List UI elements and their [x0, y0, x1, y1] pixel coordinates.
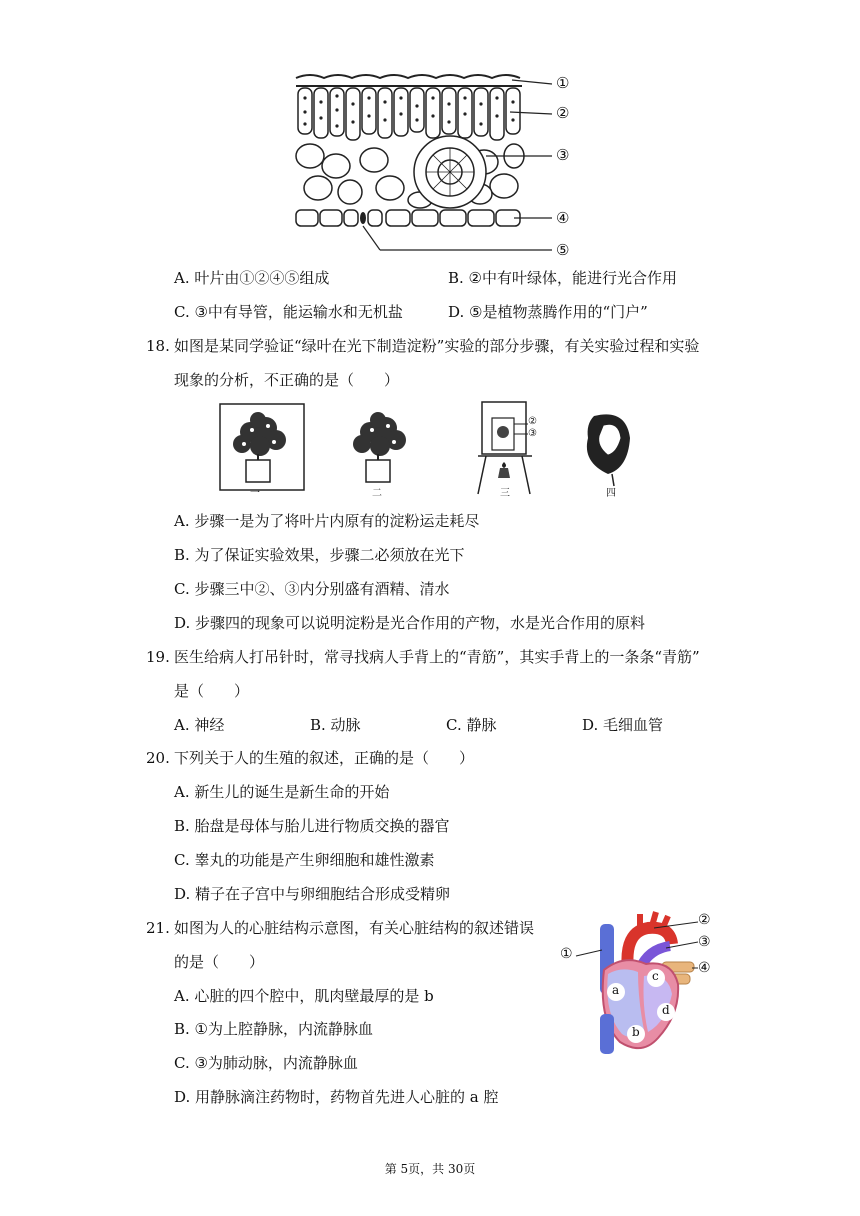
beaker-label-3: ③	[528, 428, 537, 439]
q18-number: 18.	[146, 337, 170, 355]
q18-stem-line1: 如图是某同学验证“绿叶在光下制造淀粉”实验的部分步骤，有关实验过程和实验	[174, 337, 700, 355]
q21-option-b[interactable]: B. ①为上腔静脉，内流静脉血	[174, 1020, 374, 1038]
heart-label-2: ②	[698, 912, 711, 928]
heart-structure-figure	[558, 910, 718, 1060]
q21-option-a[interactable]: A. 心脏的四个腔中，肌肉壁最厚的是 b	[174, 987, 434, 1005]
step-label-4: 四	[606, 488, 616, 499]
chamber-label-c: c	[652, 969, 659, 983]
q21-number: 21.	[146, 919, 170, 937]
heart-label-1: ①	[560, 946, 573, 962]
leaf-cross-section-figure	[290, 68, 580, 264]
chamber-label-d: d	[662, 1003, 670, 1017]
page-footer: 第 5页，共 30页	[384, 1162, 476, 1176]
q20-stem-line1: 下列关于人的生殖的叙述，正确的是（ ）	[174, 749, 475, 767]
step-label-3: 三	[500, 488, 510, 499]
q20-option-d[interactable]: D. 精子在子宫中与卵细胞结合形成受精卵	[174, 885, 451, 903]
step-label-2: 二	[372, 488, 382, 499]
q20-option-c[interactable]: C. 睾丸的功能是产生卵细胞和雄性激素	[174, 851, 435, 869]
q19-option-d[interactable]: D. 毛细血管	[582, 716, 664, 734]
q17-option-a[interactable]: A. 叶片由①②④⑤组成	[174, 269, 330, 287]
q18-option-c[interactable]: C. 步骤三中②、③内分别盛有酒精、清水	[174, 580, 450, 598]
figure-label-1: ①	[556, 74, 570, 92]
q19-number: 19.	[146, 648, 170, 666]
chamber-label-b: b	[632, 1025, 640, 1039]
q18-option-d[interactable]: D. 步骤四的现象可以说明淀粉是光合作用的产物，水是光合作用的原料	[174, 614, 646, 632]
q19-stem-line1: 医生给病人打吊针时，常寻找病人手背上的“青筋”，其实手背上的一条条“青筋”	[174, 648, 700, 666]
q21-stem-line2: 的是（ ）	[174, 953, 265, 971]
heart-label-3: ③	[698, 934, 711, 950]
q21-option-d[interactable]: D. 用静脉滴注药物时，药物首先进人心脏的 a 腔	[174, 1088, 499, 1106]
q18-option-b[interactable]: B. 为了保证实验效果，步骤二必须放在光下	[174, 546, 465, 564]
q20-option-a[interactable]: A. 新生儿的诞生是新生命的开始	[174, 783, 390, 801]
q21-option-c[interactable]: C. ③为肺动脉，内流静脉血	[174, 1054, 358, 1072]
chamber-label-a: a	[612, 983, 620, 997]
step-label-1: 一	[250, 488, 260, 499]
figure-label-3: ③	[556, 146, 570, 164]
q18-stem-line2: 现象的分析，不正确的是（ ）	[174, 371, 400, 389]
heart-label-4: ④	[698, 960, 711, 976]
q17-option-b[interactable]: B. ②中有叶绿体，能进行光合作用	[448, 269, 678, 287]
q19-option-b[interactable]: B. 动脉	[310, 716, 361, 734]
q20-number: 20.	[146, 749, 170, 767]
q20-option-b[interactable]: B. 胎盘是母体与胎儿进行物质交换的器官	[174, 817, 450, 835]
beaker-label-2: ②	[528, 416, 537, 427]
figure-label-4: ④	[556, 209, 570, 227]
q19-option-c[interactable]: C. 静脉	[446, 716, 497, 734]
q17-option-c[interactable]: C. ③中有导管，能运输水和无机盐	[174, 303, 403, 321]
experiment-steps-figure	[216, 398, 656, 502]
figure-label-5: ⑤	[556, 241, 570, 259]
q17-option-d[interactable]: D. ⑤是植物蒸腾作用的“门户”	[448, 303, 648, 321]
q19-option-a[interactable]: A. 神经	[174, 716, 225, 734]
figure-label-2: ②	[556, 104, 570, 122]
q21-stem-line1: 如图为人的心脏结构示意图，有关心脏结构的叙述错误	[174, 919, 535, 937]
q18-option-a[interactable]: A. 步骤一是为了将叶片内原有的淀粉运走耗尽	[174, 512, 480, 530]
q19-stem-line2: 是（ ）	[174, 682, 250, 700]
